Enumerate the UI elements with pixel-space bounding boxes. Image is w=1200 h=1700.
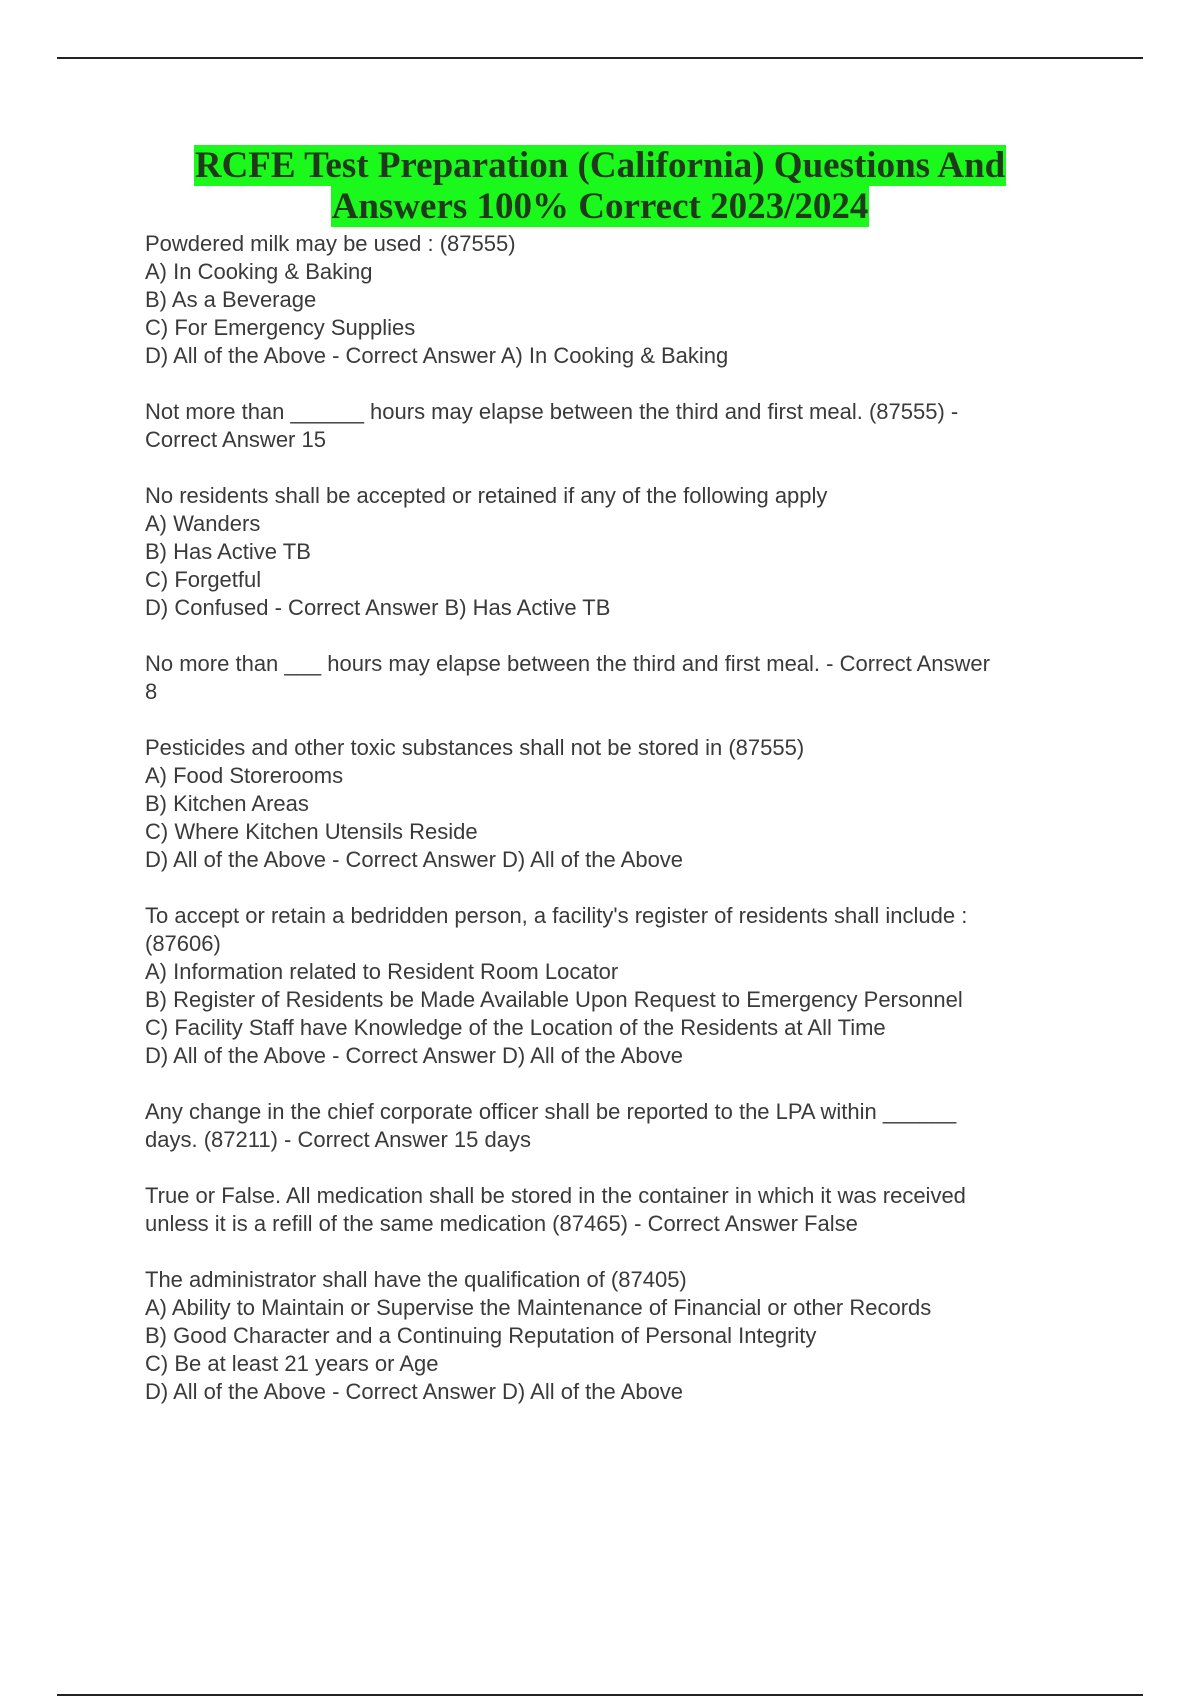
question-block xyxy=(145,230,1085,370)
answer-line: D) All of the Above - Correct Answer A) In Cooking & Baking xyxy=(145,343,729,368)
answer-line: B) Kitchen Areas xyxy=(145,791,309,816)
answer-line: A) Wanders xyxy=(145,511,261,536)
question-text: To accept or retain a bedridden person, a facility's register of residents shall include : xyxy=(145,903,968,928)
question-text: The administrator shall have the qualification of (87405) xyxy=(145,1267,687,1292)
question-text: True or False. All medication shall be stored in the container in which it was received xyxy=(145,1183,966,1208)
answer-line: unless it is a refill of the same medication (87465) - Correct Answer False xyxy=(145,1211,858,1236)
question-text: No more than ___ hours may elapse between the third and first meal. - Correct Answer xyxy=(145,651,990,676)
question-block xyxy=(145,734,1085,874)
question-list xyxy=(145,230,1085,1434)
answer-line: D) Confused - Correct Answer B) Has Active TB xyxy=(145,595,611,620)
question-text: Powdered milk may be used : (87555) xyxy=(145,231,516,256)
answer-line: 8 xyxy=(145,679,158,704)
answer-line: days. (87211) - Correct Answer 15 days xyxy=(145,1127,531,1152)
answer-line: (87606) xyxy=(145,931,221,956)
question-text: Any change in the chief corporate officer shall be reported to the LPA within ______ xyxy=(145,1099,957,1124)
answer-line: C) For Emergency Supplies xyxy=(145,315,416,340)
title-line-1: RCFE Test Preparation (California) Questions And xyxy=(194,145,1006,186)
question-block xyxy=(145,1182,1085,1238)
title-line-2: Answers 100% Correct 2023/2024 xyxy=(331,186,869,227)
question-block xyxy=(145,482,1085,622)
question-block xyxy=(145,1098,1085,1154)
answer-line: C) Be at least 21 years or Age xyxy=(145,1351,439,1376)
answer-line: C) Facility Staff have Knowledge of the Location of the Residents at All Time xyxy=(145,1015,886,1040)
answer-line: B) As a Beverage xyxy=(145,287,317,312)
answer-line: B) Has Active TB xyxy=(145,539,311,564)
answer-line: D) All of the Above - Correct Answer D) All of the Above xyxy=(145,1043,684,1068)
page-title xyxy=(0,145,1200,227)
question-block xyxy=(145,398,1085,454)
answer-line: A) Information related to Resident Room Locator xyxy=(145,959,619,984)
top-divider xyxy=(57,57,1143,59)
answer-line: A) Ability to Maintain or Supervise the Maintenance of Financial or other Records xyxy=(145,1295,932,1320)
answer-line: C) Forgetful xyxy=(145,567,262,592)
answer-line: B) Register of Residents be Made Available Upon Request to Emergency Personnel xyxy=(145,987,963,1012)
answer-line: D) All of the Above - Correct Answer D) All of the Above xyxy=(145,847,684,872)
answer-line: B) Good Character and a Continuing Reputation of Personal Integrity xyxy=(145,1323,817,1348)
question-block xyxy=(145,1266,1085,1406)
question-block xyxy=(145,650,1085,706)
answer-line: D) All of the Above - Correct Answer D) All of the Above xyxy=(145,1379,684,1404)
question-text: Not more than ______ hours may elapse between the third and first meal. (87555) - xyxy=(145,399,959,424)
question-text: No residents shall be accepted or retained if any of the following apply xyxy=(145,483,828,508)
question-block xyxy=(145,902,1085,1070)
answer-line: Correct Answer 15 xyxy=(145,427,326,452)
bottom-divider xyxy=(57,1694,1143,1696)
answer-line: A) Food Storerooms xyxy=(145,763,344,788)
question-text: Pesticides and other toxic substances shall not be stored in (87555) xyxy=(145,735,805,760)
answer-line: A) In Cooking & Baking xyxy=(145,259,373,284)
answer-line: C) Where Kitchen Utensils Reside xyxy=(145,819,478,844)
